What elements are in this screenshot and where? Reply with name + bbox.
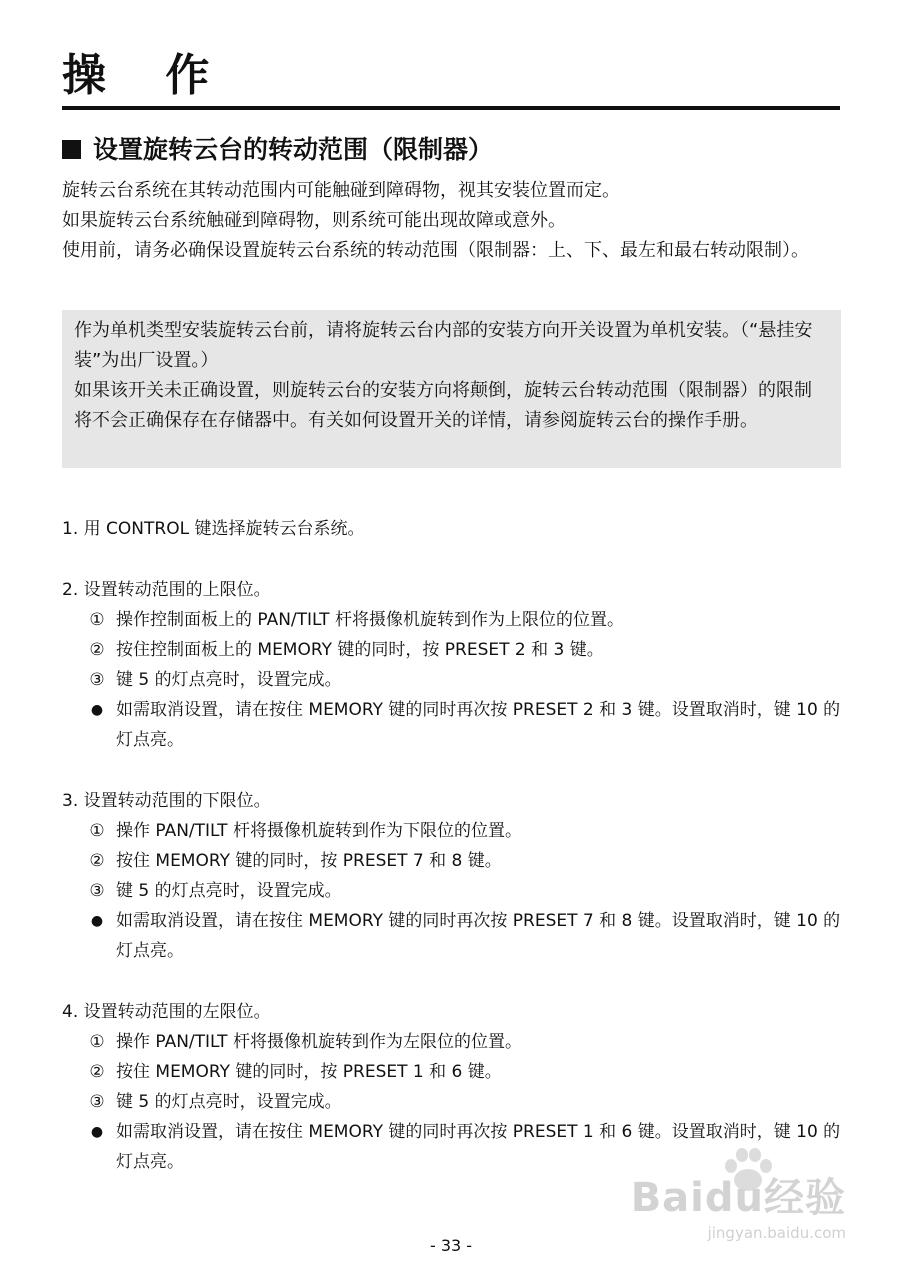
intro-line: 如果旋转云台系统触碰到障碍物，则系统可能出现故障或意外。	[62, 210, 566, 231]
circled-number-icon: ①	[89, 1032, 105, 1052]
circled-number-icon: ①	[89, 610, 105, 630]
section-heading	[62, 130, 493, 170]
watermark-url: jingyan.baidu.com	[707, 1224, 846, 1242]
sub-step	[62, 605, 842, 635]
note-box	[62, 310, 841, 468]
circled-number-icon: ③	[89, 881, 105, 901]
section-heading-text: 设置旋转云台的转动范围（限制器）	[93, 135, 494, 164]
page-title: 操 作	[62, 50, 232, 101]
square-bullet-icon	[62, 140, 81, 159]
sub-step	[62, 665, 842, 695]
circled-number-icon: ①	[89, 821, 105, 841]
bullet-text: 如需取消设置，请在按住 MEMORY 键的同时再次按 PRESET 7 和 8 键。设置取消时，键 10 的灯点亮。	[116, 911, 841, 961]
step-3	[62, 786, 842, 966]
intro-line: 旋转云台系统在其转动范围内可能触碰到障碍物，视其安装位置而定。	[62, 180, 620, 201]
circled-number-icon: ③	[89, 1092, 105, 1112]
page-number: - 33 -	[429, 1236, 473, 1255]
circled-number-icon: ②	[89, 1062, 105, 1082]
circled-number-icon: ②	[89, 640, 105, 660]
note-paragraph: 作为单机类型安装旋转云台前，请将旋转云台内部的安装方向开关设置为单机安装。（“悬挂安装”为出厂设置。）	[74, 320, 813, 371]
step-2	[62, 575, 842, 755]
sub-step-text: 操作控制面板上的 PAN/TILT 杆将摄像机旋转到作为上限位的位置。	[116, 610, 624, 630]
sub-step	[62, 816, 842, 846]
note-paragraph: 如果该开关未正确设置，则旋转云台的安装方向将颠倒，旋转云台转动范围（限制器）的限制将不会正确保存在存储器中。有关如何设置开关的详情，请参阅旋转云台的操作手册。	[74, 380, 812, 431]
note-bullet	[62, 906, 842, 966]
intro-line: 使用前，请务必确保设置旋转云台系统的转动范围（限制器：上、下、最左和最右转动限制）。	[62, 240, 809, 261]
baidu-watermark	[630, 1146, 846, 1246]
sub-step	[62, 876, 842, 906]
watermark-logo: Baidu经验	[630, 1175, 846, 1221]
bullet-text: 如需取消设置，请在按住 MEMORY 键的同时再次按 PRESET 2 和 3 键。设置取消时，键 10 的灯点亮。	[116, 700, 841, 750]
sub-step-text: 键 5 的灯点亮时，设置完成。	[116, 881, 342, 901]
circled-number-icon: ③	[89, 670, 105, 690]
sub-step	[62, 846, 842, 876]
sub-step	[62, 1057, 842, 1087]
bullet-icon: ●	[90, 913, 104, 929]
sub-step-text: 键 5 的灯点亮时，设置完成。	[116, 1092, 342, 1112]
step-title: 4. 设置转动范围的左限位。	[62, 1002, 271, 1022]
title-divider	[62, 106, 840, 110]
sub-step	[62, 635, 842, 665]
sub-step-text: 按住 MEMORY 键的同时，按 PRESET 7 和 8 键。	[116, 851, 502, 871]
step-title: 2. 设置转动范围的上限位。	[62, 580, 271, 600]
note-bullet	[62, 695, 842, 755]
step-title: 3. 设置转动范围的下限位。	[62, 791, 271, 811]
circled-number-icon: ②	[89, 851, 105, 871]
bullet-icon: ●	[90, 1124, 104, 1140]
intro-paragraphs	[62, 176, 842, 266]
sub-step-text: 按住 MEMORY 键的同时，按 PRESET 1 和 6 键。	[116, 1062, 502, 1082]
sub-step-text: 操作 PAN/TILT 杆将摄像机旋转到作为左限位的位置。	[116, 1032, 522, 1052]
bullet-text: 如需取消设置，请在按住 MEMORY 键的同时再次按 PRESET 1 和 6 键。设置取消时，键 10 的灯点亮。	[116, 1122, 841, 1172]
step-title: 1. 用 CONTROL 键选择旋转云台系统。	[62, 519, 365, 539]
sub-step-text: 按住控制面板上的 MEMORY 键的同时，按 PRESET 2 和 3 键。	[116, 640, 604, 660]
sub-step-text: 键 5 的灯点亮时，设置完成。	[116, 670, 342, 690]
bullet-icon: ●	[90, 702, 104, 718]
sub-step	[62, 1027, 842, 1057]
sub-step	[62, 1087, 842, 1117]
step-1	[62, 514, 842, 544]
sub-step-text: 操作 PAN/TILT 杆将摄像机旋转到作为下限位的位置。	[116, 821, 522, 841]
